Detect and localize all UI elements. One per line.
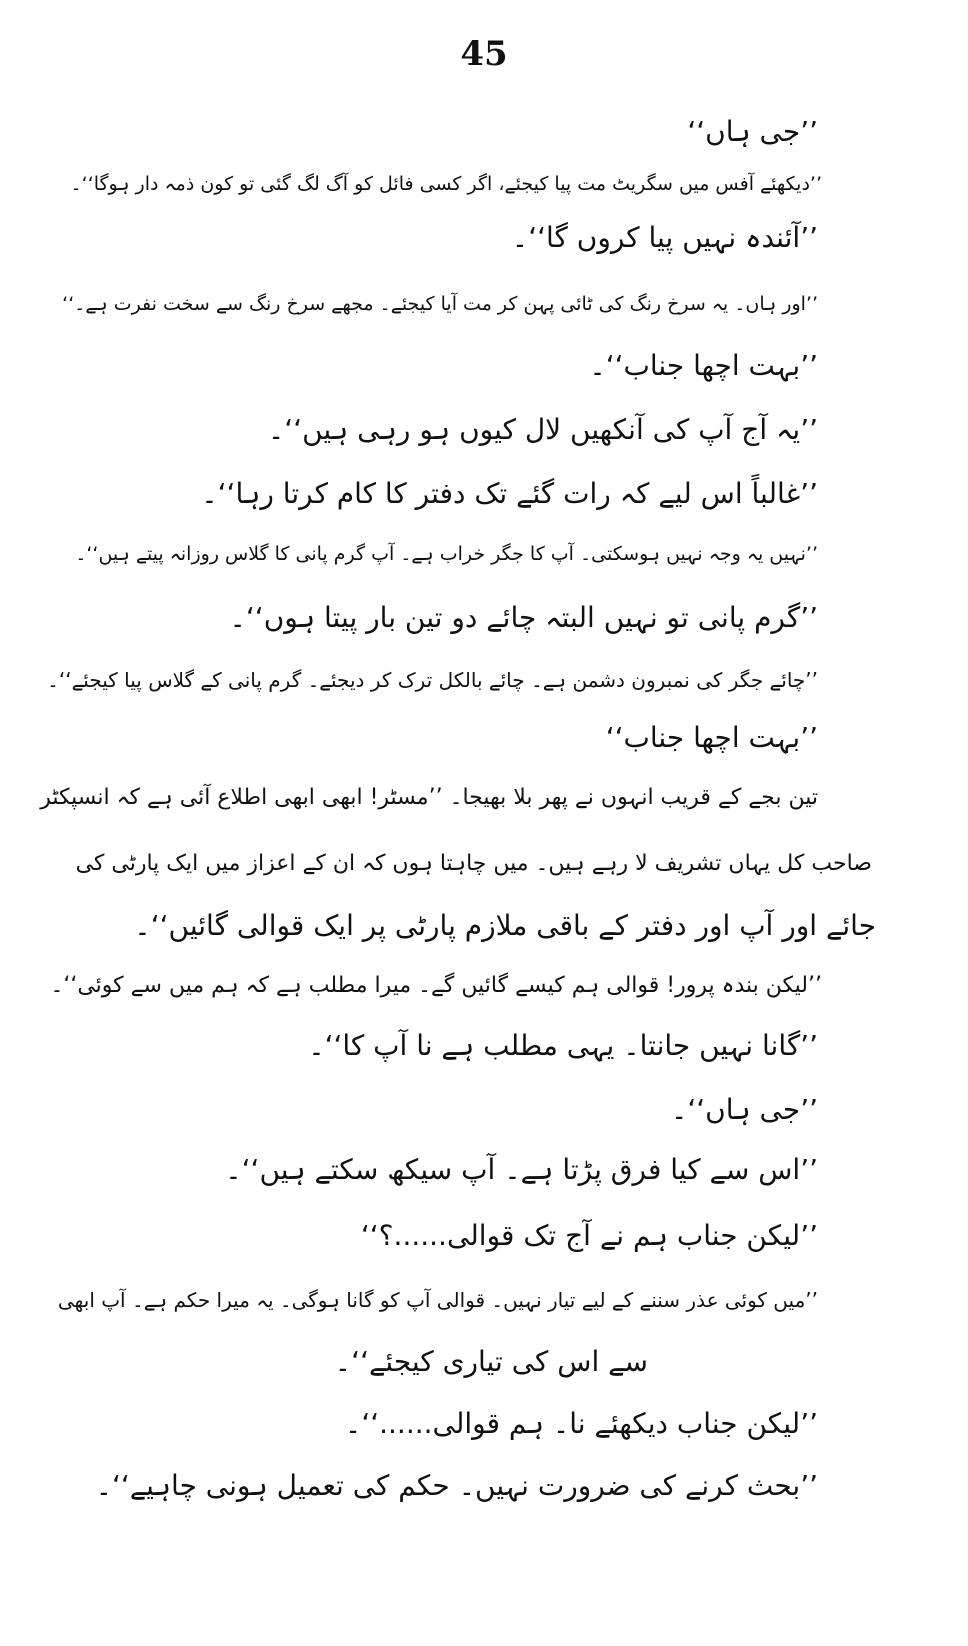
text-line: سے اس کی تیاری کیجئے‘‘۔	[334, 1345, 648, 1378]
text-line: ’’چائے جگر کی نمبرون دشمن ہے۔ چائے بالکل ترک کر دیجئے۔ گرم پانی کے گلاس پیا کیجئے‘‘۔	[47, 668, 818, 692]
text-line: ’’لیکن جناب دیکھئے نا۔ ہم قوالی......‘‘۔	[344, 1407, 818, 1440]
text-line: ’’بحث کرنے کی ضرورت نہیں۔ حکم کی تعمیل ہونی چاہیے‘‘۔	[95, 1469, 818, 1502]
text-line: صاحب کل یہاں تشریف لا رہے ہیں۔ میں چاہتا ہوں کہ ان کے اعزاز میں ایک پارٹی کی	[75, 851, 872, 876]
text-line: ’’یہ آج آپ کی آنکھیں لال کیوں ہو رہی ہیں‘‘۔	[267, 413, 818, 446]
text-line: ’’جی ہاں‘‘۔	[670, 1093, 818, 1126]
text-line: ’’غالباً اس لیے کہ رات گئے تک دفتر کا کام کرتا رہا‘‘۔	[201, 477, 818, 510]
page-number: 45	[460, 34, 508, 74]
text-line: ’’بہت اچھا جناب‘‘	[605, 721, 818, 754]
text-line: ’’گانا نہیں جانتا۔ یہی مطلب ہے نا آپ کا‘‘۔	[308, 1029, 818, 1062]
text-line: ’’نہیں یہ وجہ نہیں ہوسکتی۔ آپ کا جگر خراب ہے۔ آپ گرم پانی کا گلاس روزانہ پیتے ہیں‘‘۔	[75, 543, 818, 565]
text-line: ’’اور ہاں۔ یہ سرخ رنگ کی ٹائی پہن کر مت آیا کیجئے۔ مجھے سرخ رنگ سے سخت نفرت ہے۔‘‘	[62, 293, 818, 315]
text-line: ’’اس سے کیا فرق پڑتا ہے۔ آپ سیکھ سکتے ہیں‘‘۔	[225, 1153, 818, 1186]
text-line: ’’دیکھئے آفس میں سگریٹ مت پیا کیجئے، اگر کسی فائل کو آگ لگ گئی تو کون ذمہ دار ہوگا‘‘۔	[70, 173, 822, 195]
text-line: ’’بہت اچھا جناب‘‘۔	[589, 349, 818, 382]
text-line: ’’میں کوئی عذر سننے کے لیے تیار نہیں۔ قوالی آپ کو گانا ہوگی۔ یہ میرا حکم ہے۔ آپ ابھی	[57, 1288, 818, 1312]
text-line: ’’لیکن بندہ پرور! قوالی ہم کیسے گائیں گے۔ میرا مطلب ہے کہ ہم میں سے کوئی‘‘۔	[50, 973, 822, 998]
text-line: تین بجے کے قریب انہوں نے پھر بلا بھیجا۔ ’’مسٹر! ابھی ابھی اطلاع آئی ہے کہ انسپکٹر	[40, 785, 818, 810]
text-line: ’’لیکن جناب ہم نے آج تک قوالی......؟‘‘	[360, 1219, 818, 1252]
text-line: جائے اور آپ اور دفتر کے باقی ملازم پارٹی پر ایک قوالی گائیں‘‘۔	[134, 909, 876, 942]
text-line: ’’جی ہاں‘‘	[687, 115, 818, 148]
text-line: ’’آئندہ نہیں پیا کروں گا‘‘۔	[511, 221, 818, 254]
text-line: ’’گرم پانی تو نہیں البتہ چائے دو تین بار پیتا ہوں‘‘۔	[229, 601, 818, 634]
